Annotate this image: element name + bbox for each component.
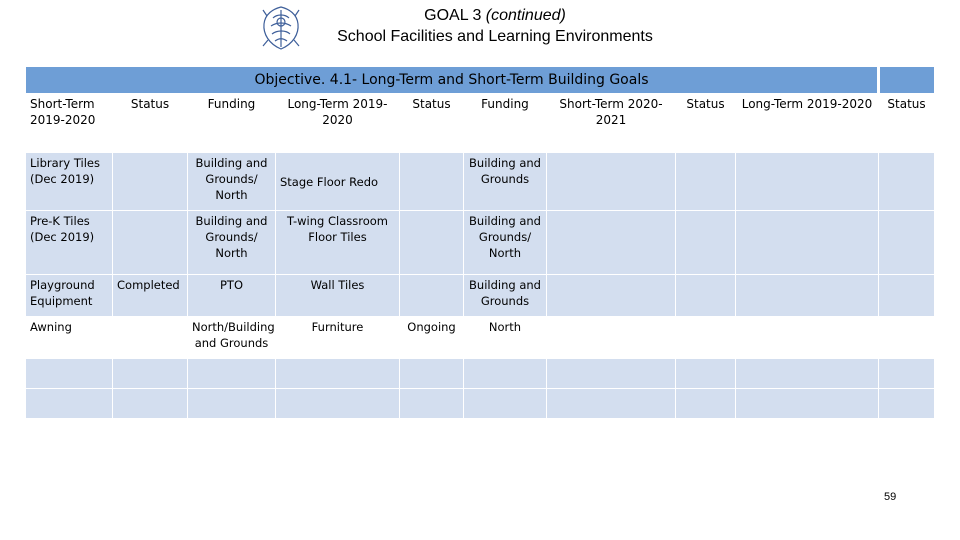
table-row	[26, 211, 935, 275]
long-term-cell	[736, 275, 879, 317]
col-header-status-1: Status	[113, 94, 188, 153]
empty-cell	[400, 359, 464, 389]
status-cell: Completed	[113, 275, 188, 317]
empty-cell	[188, 389, 276, 419]
long-term-goal: T-wing Classroom Floor Tiles	[276, 211, 400, 275]
table-row	[26, 153, 935, 211]
status-cell	[676, 153, 736, 211]
long-term-cell	[736, 153, 879, 211]
col-header-status-4: Status	[879, 94, 935, 153]
funding-cell: Building and Grounds/ North	[464, 211, 547, 275]
status-cell	[113, 211, 188, 275]
funding-cell: North	[464, 317, 547, 359]
status-cell	[400, 211, 464, 275]
status-cell	[879, 317, 935, 359]
empty-cell	[736, 389, 879, 419]
table-row	[26, 317, 935, 359]
short-term-goal: Awning	[26, 317, 113, 359]
empty-cell	[26, 359, 113, 389]
page-title	[300, 5, 690, 47]
long-term-cell	[736, 317, 879, 359]
table-row	[26, 359, 935, 389]
goal-heading: GOAL 3	[424, 7, 486, 24]
funding-cell: PTO	[188, 275, 276, 317]
col-header-long-term-2019: Long-Term 2019-2020	[276, 94, 400, 153]
funding-cell: Building and Grounds/ North	[188, 211, 276, 275]
funding-cell: Building and Grounds	[464, 275, 547, 317]
header-blank-cell	[879, 67, 935, 94]
status-cell	[676, 275, 736, 317]
funding-cell: North/Building and Grounds	[188, 317, 276, 359]
col-header-funding-2: Funding	[464, 94, 547, 153]
funding-cell: Building and Grounds	[464, 153, 547, 211]
status-cell	[113, 153, 188, 211]
page-subtitle: School Facilities and Learning Environments	[337, 28, 653, 45]
short-term-goal: Playground Equipment	[26, 275, 113, 317]
empty-cell	[547, 389, 676, 419]
long-term-goal: Stage Floor Redo	[276, 153, 400, 211]
status-cell	[400, 275, 464, 317]
page-number: 59	[884, 491, 897, 503]
building-goals-table	[25, 66, 935, 419]
short-term-2020-cell	[547, 275, 676, 317]
empty-cell	[547, 359, 676, 389]
table-row	[26, 275, 935, 317]
col-header-short-term-2020: Short-Term 2020-2021	[547, 94, 676, 153]
empty-cell	[113, 389, 188, 419]
empty-cell	[464, 359, 547, 389]
objective-row	[26, 67, 935, 94]
short-term-goal: Pre-K Tiles (Dec 2019)	[26, 211, 113, 275]
short-term-2020-cell	[547, 317, 676, 359]
col-header-status-3: Status	[676, 94, 736, 153]
long-term-cell	[736, 211, 879, 275]
empty-cell	[676, 389, 736, 419]
short-term-goal: Library Tiles (Dec 2019)	[26, 153, 113, 211]
status-cell	[113, 317, 188, 359]
col-header-status-2: Status	[400, 94, 464, 153]
funding-cell: Building and Grounds/ North	[188, 153, 276, 211]
long-term-goal: Furniture	[276, 317, 400, 359]
empty-cell	[736, 359, 879, 389]
empty-cell	[676, 359, 736, 389]
status-cell	[676, 211, 736, 275]
empty-cell	[26, 389, 113, 419]
empty-cell	[188, 359, 276, 389]
short-term-2020-cell	[547, 211, 676, 275]
col-header-long-term-2019-b: Long-Term 2019-2020	[736, 94, 879, 153]
status-cell: Ongoing	[400, 317, 464, 359]
long-term-goal: Wall Tiles	[276, 275, 400, 317]
column-header-row	[26, 94, 935, 153]
empty-cell	[879, 359, 935, 389]
status-cell	[879, 275, 935, 317]
school-crest-logo	[259, 4, 303, 52]
empty-cell	[276, 359, 400, 389]
status-cell	[879, 211, 935, 275]
empty-cell	[113, 359, 188, 389]
status-cell	[879, 153, 935, 211]
status-cell	[400, 153, 464, 211]
goal-heading-continued: (continued)	[485, 7, 566, 24]
empty-cell	[400, 389, 464, 419]
status-cell	[676, 317, 736, 359]
empty-cell	[276, 389, 400, 419]
empty-cell	[879, 389, 935, 419]
short-term-2020-cell	[547, 153, 676, 211]
col-header-short-term-2019: Short-Term 2019-2020	[26, 94, 113, 153]
empty-cell	[464, 389, 547, 419]
objective-heading: Objective. 4.1- Long-Term and Short-Term Building Goals	[26, 67, 879, 94]
col-header-funding-1: Funding	[188, 94, 276, 153]
table-row	[26, 389, 935, 419]
